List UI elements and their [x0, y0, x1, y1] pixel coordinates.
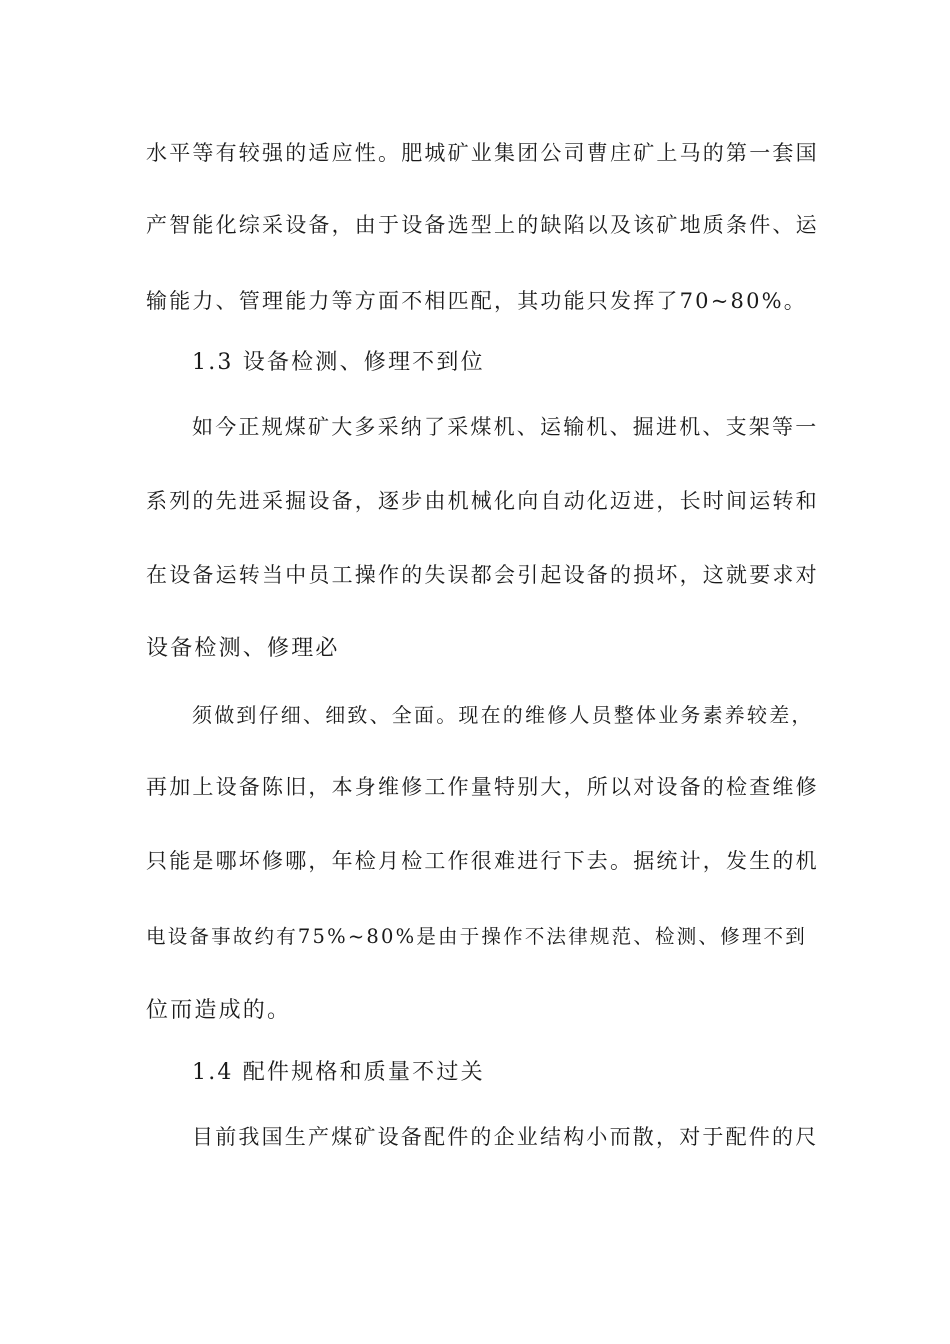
section-heading: 1.4 配件规格和质量不过关: [192, 1060, 485, 1085]
paragraph-line: 电设备事故约有75%~80%是由于操作不法律规范、检测、修理不到: [146, 925, 807, 948]
paragraph-line: 产智能化综采设备，由于设备选型上的缺陷以及该矿地质条件、运: [146, 213, 819, 237]
paragraph-line: 如今正规煤矿大多采纳了采煤机、运输机、掘进机、支架等一: [192, 415, 819, 439]
paragraph-line: 须做到仔细、细致、全面。现在的维修人员整体业务素养较差，: [192, 703, 814, 727]
paragraph-line: 在设备运转当中员工操作的失误都会引起设备的损坏，这就要求对: [146, 563, 819, 587]
paragraph-line: 位而造成的。: [146, 998, 292, 1023]
paragraph-line: 输能力、管理能力等方面不相匹配，其功能只发挥了70~80%。: [146, 289, 807, 313]
section-heading: 1.3 设备检测、修理不到位: [192, 350, 485, 375]
paragraph-line: 目前我国生产煤矿设备配件的企业结构小而散，对于配件的尺: [192, 1125, 819, 1149]
paragraph-line: 只能是哪坏修哪，年检月检工作很难进行下去。据统计，发生的机: [146, 849, 819, 873]
paragraph-line: 系列的先进采掘设备，逐步由机械化向自动化迈进，长时间运转和: [146, 489, 819, 513]
paragraph-line: 再加上设备陈旧，本身维修工作量特别大，所以对设备的检查维修: [146, 775, 819, 799]
paragraph-line: 水平等有较强的适应性。肥城矿业集团公司曹庄矿上马的第一套国: [146, 141, 819, 165]
paragraph-line: 设备检测、修理必: [146, 636, 340, 661]
